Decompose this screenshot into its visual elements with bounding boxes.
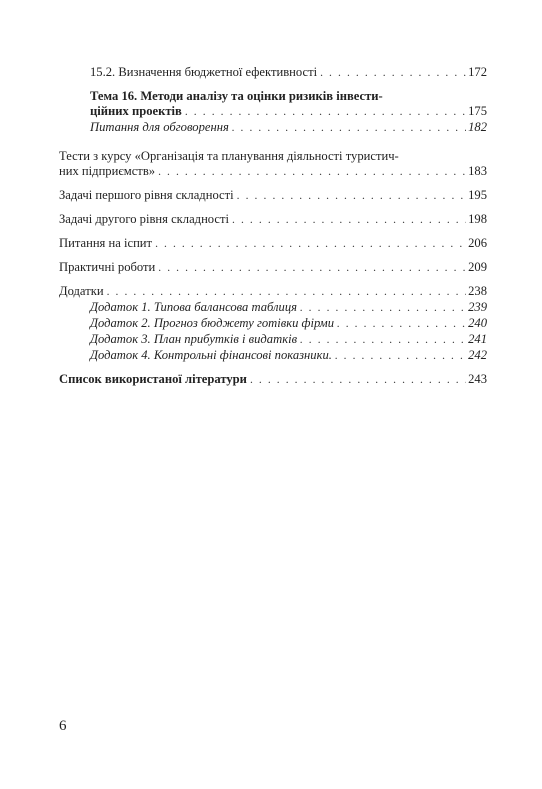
dot-leader — [232, 213, 466, 228]
toc-entry-title-line2: ційних проектів — [90, 104, 182, 118]
dot-leader — [237, 189, 466, 204]
toc-entry-exam-questions[interactable] — [59, 236, 487, 252]
toc-entry-appendix-1[interactable] — [59, 300, 487, 316]
toc-entry-title: Додатки — [59, 284, 104, 298]
toc-entry-tasks-level-1[interactable] — [59, 188, 487, 204]
toc-entry-page: 242 — [468, 348, 487, 362]
toc-entry-15-2[interactable] — [59, 65, 487, 81]
toc-entry-appendix-4[interactable] — [59, 348, 487, 364]
dot-leader — [300, 333, 466, 348]
dot-leader — [337, 317, 466, 332]
toc-entry-title: Практичні роботи — [59, 260, 156, 274]
toc-entry-title: Питання для обговорення — [90, 120, 229, 134]
toc-entry-page: 209 — [468, 260, 487, 274]
toc-entry-appendix-3[interactable] — [59, 332, 487, 348]
toc-entry-title: Додаток 3. План прибутків і видатків — [90, 332, 298, 346]
dot-leader — [320, 66, 466, 81]
dot-leader — [250, 373, 466, 388]
dot-leader — [185, 105, 466, 120]
toc-entry-topic-16[interactable] — [59, 89, 487, 120]
toc-entry-title: 15.2. Визначення бюджетної ефективності — [90, 65, 318, 79]
toc-entry-tests[interactable] — [59, 149, 487, 180]
toc-entry-page: 182 — [468, 120, 487, 134]
toc-entry-appendix-2[interactable] — [59, 316, 487, 332]
dot-leader — [107, 285, 467, 300]
toc-entry-page: 183 — [468, 164, 487, 178]
toc-entry-practical-works[interactable] — [59, 260, 487, 276]
toc-entry-page: 239 — [468, 300, 487, 314]
toc-entry-discussion-questions[interactable] — [59, 120, 487, 136]
dot-leader — [155, 237, 466, 252]
toc-entry-page: 238 — [468, 284, 487, 298]
toc-entry-page: 241 — [468, 332, 487, 346]
toc-entry-title-line1: Тести з курсу «Організація та планування діяльності туристич- — [59, 149, 399, 163]
dot-leader — [335, 349, 466, 364]
toc-entry-tasks-level-2[interactable] — [59, 212, 487, 228]
toc-entry-topic-label: Тема 16. — [90, 89, 138, 103]
toc-entry-title-line2: них підприємств» — [59, 164, 156, 178]
toc-entry-page: 243 — [468, 372, 487, 386]
toc-entry-page: 198 — [468, 212, 487, 226]
toc-entry-title: Додаток 2. Прогноз бюджету готівки фірми — [90, 316, 335, 330]
toc-entry-title: Список використаної літератури — [59, 372, 247, 386]
toc-entry-title: Додаток 1. Типова балансова таблиця — [90, 300, 297, 314]
page-number: 6 — [59, 718, 67, 734]
dot-leader — [300, 301, 466, 316]
toc-entry-page: 195 — [468, 188, 487, 202]
toc-entry-page: 172 — [468, 65, 487, 79]
toc-entry-title: Задачі другого рівня складності — [59, 212, 230, 226]
toc-entry-page: 206 — [468, 236, 487, 250]
toc-entry-title-line1: Методи аналізу та оцінки ризиків інвести- — [137, 89, 383, 103]
toc-entry-bibliography[interactable] — [59, 372, 487, 388]
toc-entry-appendices[interactable] — [59, 284, 487, 300]
toc-entry-title: Додаток 4. Контрольні фінансові показники. — [90, 348, 332, 362]
dot-leader — [232, 121, 466, 136]
toc-entry-page: 240 — [468, 316, 487, 330]
table-of-contents — [59, 65, 487, 388]
toc-entry-title: Питання на іспит — [59, 236, 153, 250]
toc-entry-page: 175 — [468, 104, 487, 118]
dot-leader — [158, 165, 466, 180]
dot-leader — [158, 261, 466, 276]
toc-entry-title: Задачі першого рівня складності — [59, 188, 234, 202]
